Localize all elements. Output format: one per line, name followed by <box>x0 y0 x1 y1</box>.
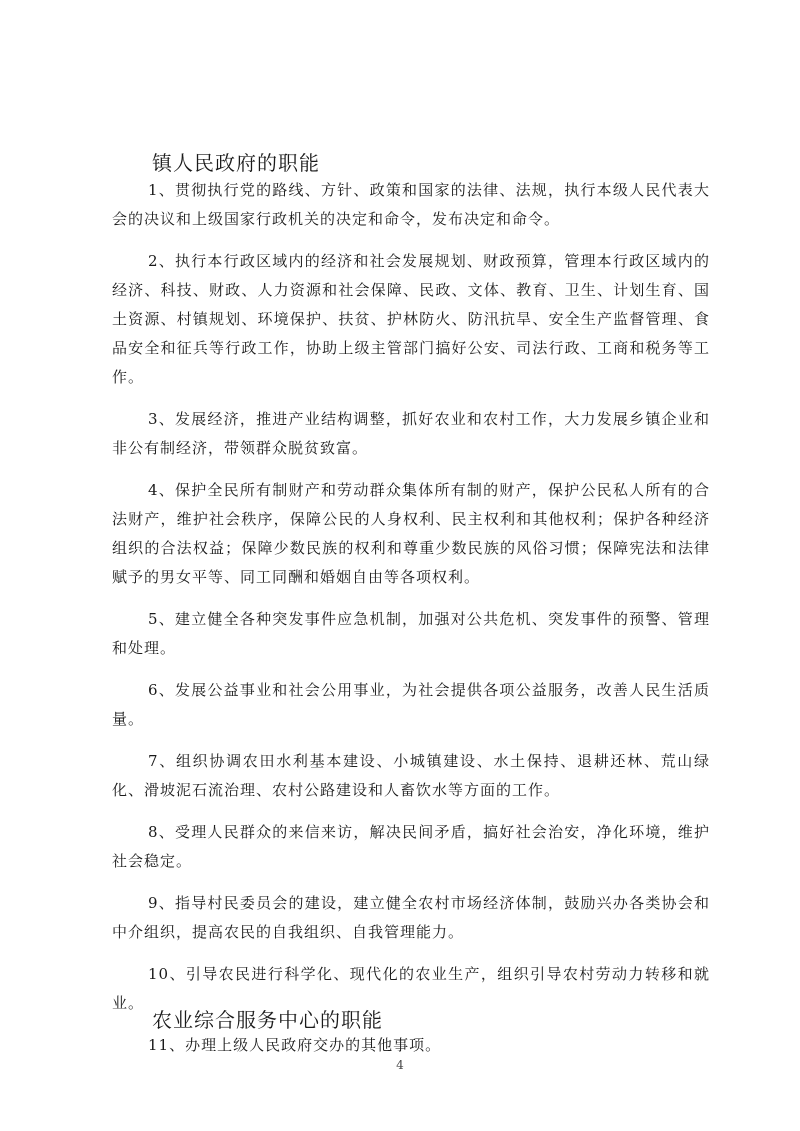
paragraph-9: 9、指导村民委员会的建设，建立健全农村市场经济体制，鼓励兴办各类协会和中介组织，提高农民的自我组织、自我管理能力。 <box>112 894 710 941</box>
paragraph-7: 7、组织协调农田水利基本建设、小城镇建设、水土保持、退耕还林、荒山绿化、滑坡泥石流治理、农村公路建设和人畜饮水等方面的工作。 <box>112 752 710 799</box>
paragraph-8: 8、受理人民群众的来信来访，解决民间矛盾，搞好社会治安，净化环境，维护社会稳定。 <box>112 823 710 870</box>
paragraph-3: 3、发展经济，推进产业结构调整，抓好农业和农村工作，大力发展乡镇企业和非公有制经济，带领群众脱贫致富。 <box>112 410 710 457</box>
body-text <box>112 176 710 1073</box>
paragraph-4: 4、保护全民所有制财产和劳动群众集体所有制的财产，保护公民私人所有的合法财产，维护社会秩序，保障公民的人身权利、民主权利和其他权利；保护各种经济组织的合法权益；保障少数民族的权利和尊重少数民族的风俗习惯；保障宪法和法律赋予的男女平等、同工同酬和婚姻自由等各项权利。 <box>112 481 710 586</box>
paragraph-10: 10、引导农民进行科学化、现代化的农业生产，组织引导农村劳动力转移和就业。 <box>112 965 710 1012</box>
paragraph-2: 2、执行本行政区域内的经济和社会发展规划、财政预算，管理本行政区域内的经济、科技、财政、人力资源和社会保障、民政、文体、教育、卫生、计划生育、国土资源、村镇规划、环境保护、扶贫、护林防火、防汛抗旱、安全生产监督管理、食品安全和征兵等行政工作，协助上级主管部门搞好公安、司法行政、工商和税务等工作。 <box>112 252 710 386</box>
paragraph-11: 11、办理上级人民政府交办的其他事项。 <box>148 1036 442 1054</box>
section-heading-town-government: 镇人民政府的职能 <box>152 151 320 175</box>
paragraph-6: 6、发展公益事业和社会公用事业，为社会提供各项公益服务，改善人民生活质量。 <box>112 681 710 728</box>
section-heading-agri-service-center: 农业综合服务中心的职能 <box>152 1008 383 1032</box>
paragraph-1: 1、贯彻执行党的路线、方针、政策和国家的法律、法规，执行本级人民代表大会的决议和上级国家行政机关的决定和命令，发布决定和命令。 <box>112 181 710 228</box>
page-number: 4 <box>396 1058 404 1072</box>
paragraph-5: 5、建立健全各种突发事件应急机制，加强对公共危机、突发事件的预警、管理和处理。 <box>112 610 710 657</box>
